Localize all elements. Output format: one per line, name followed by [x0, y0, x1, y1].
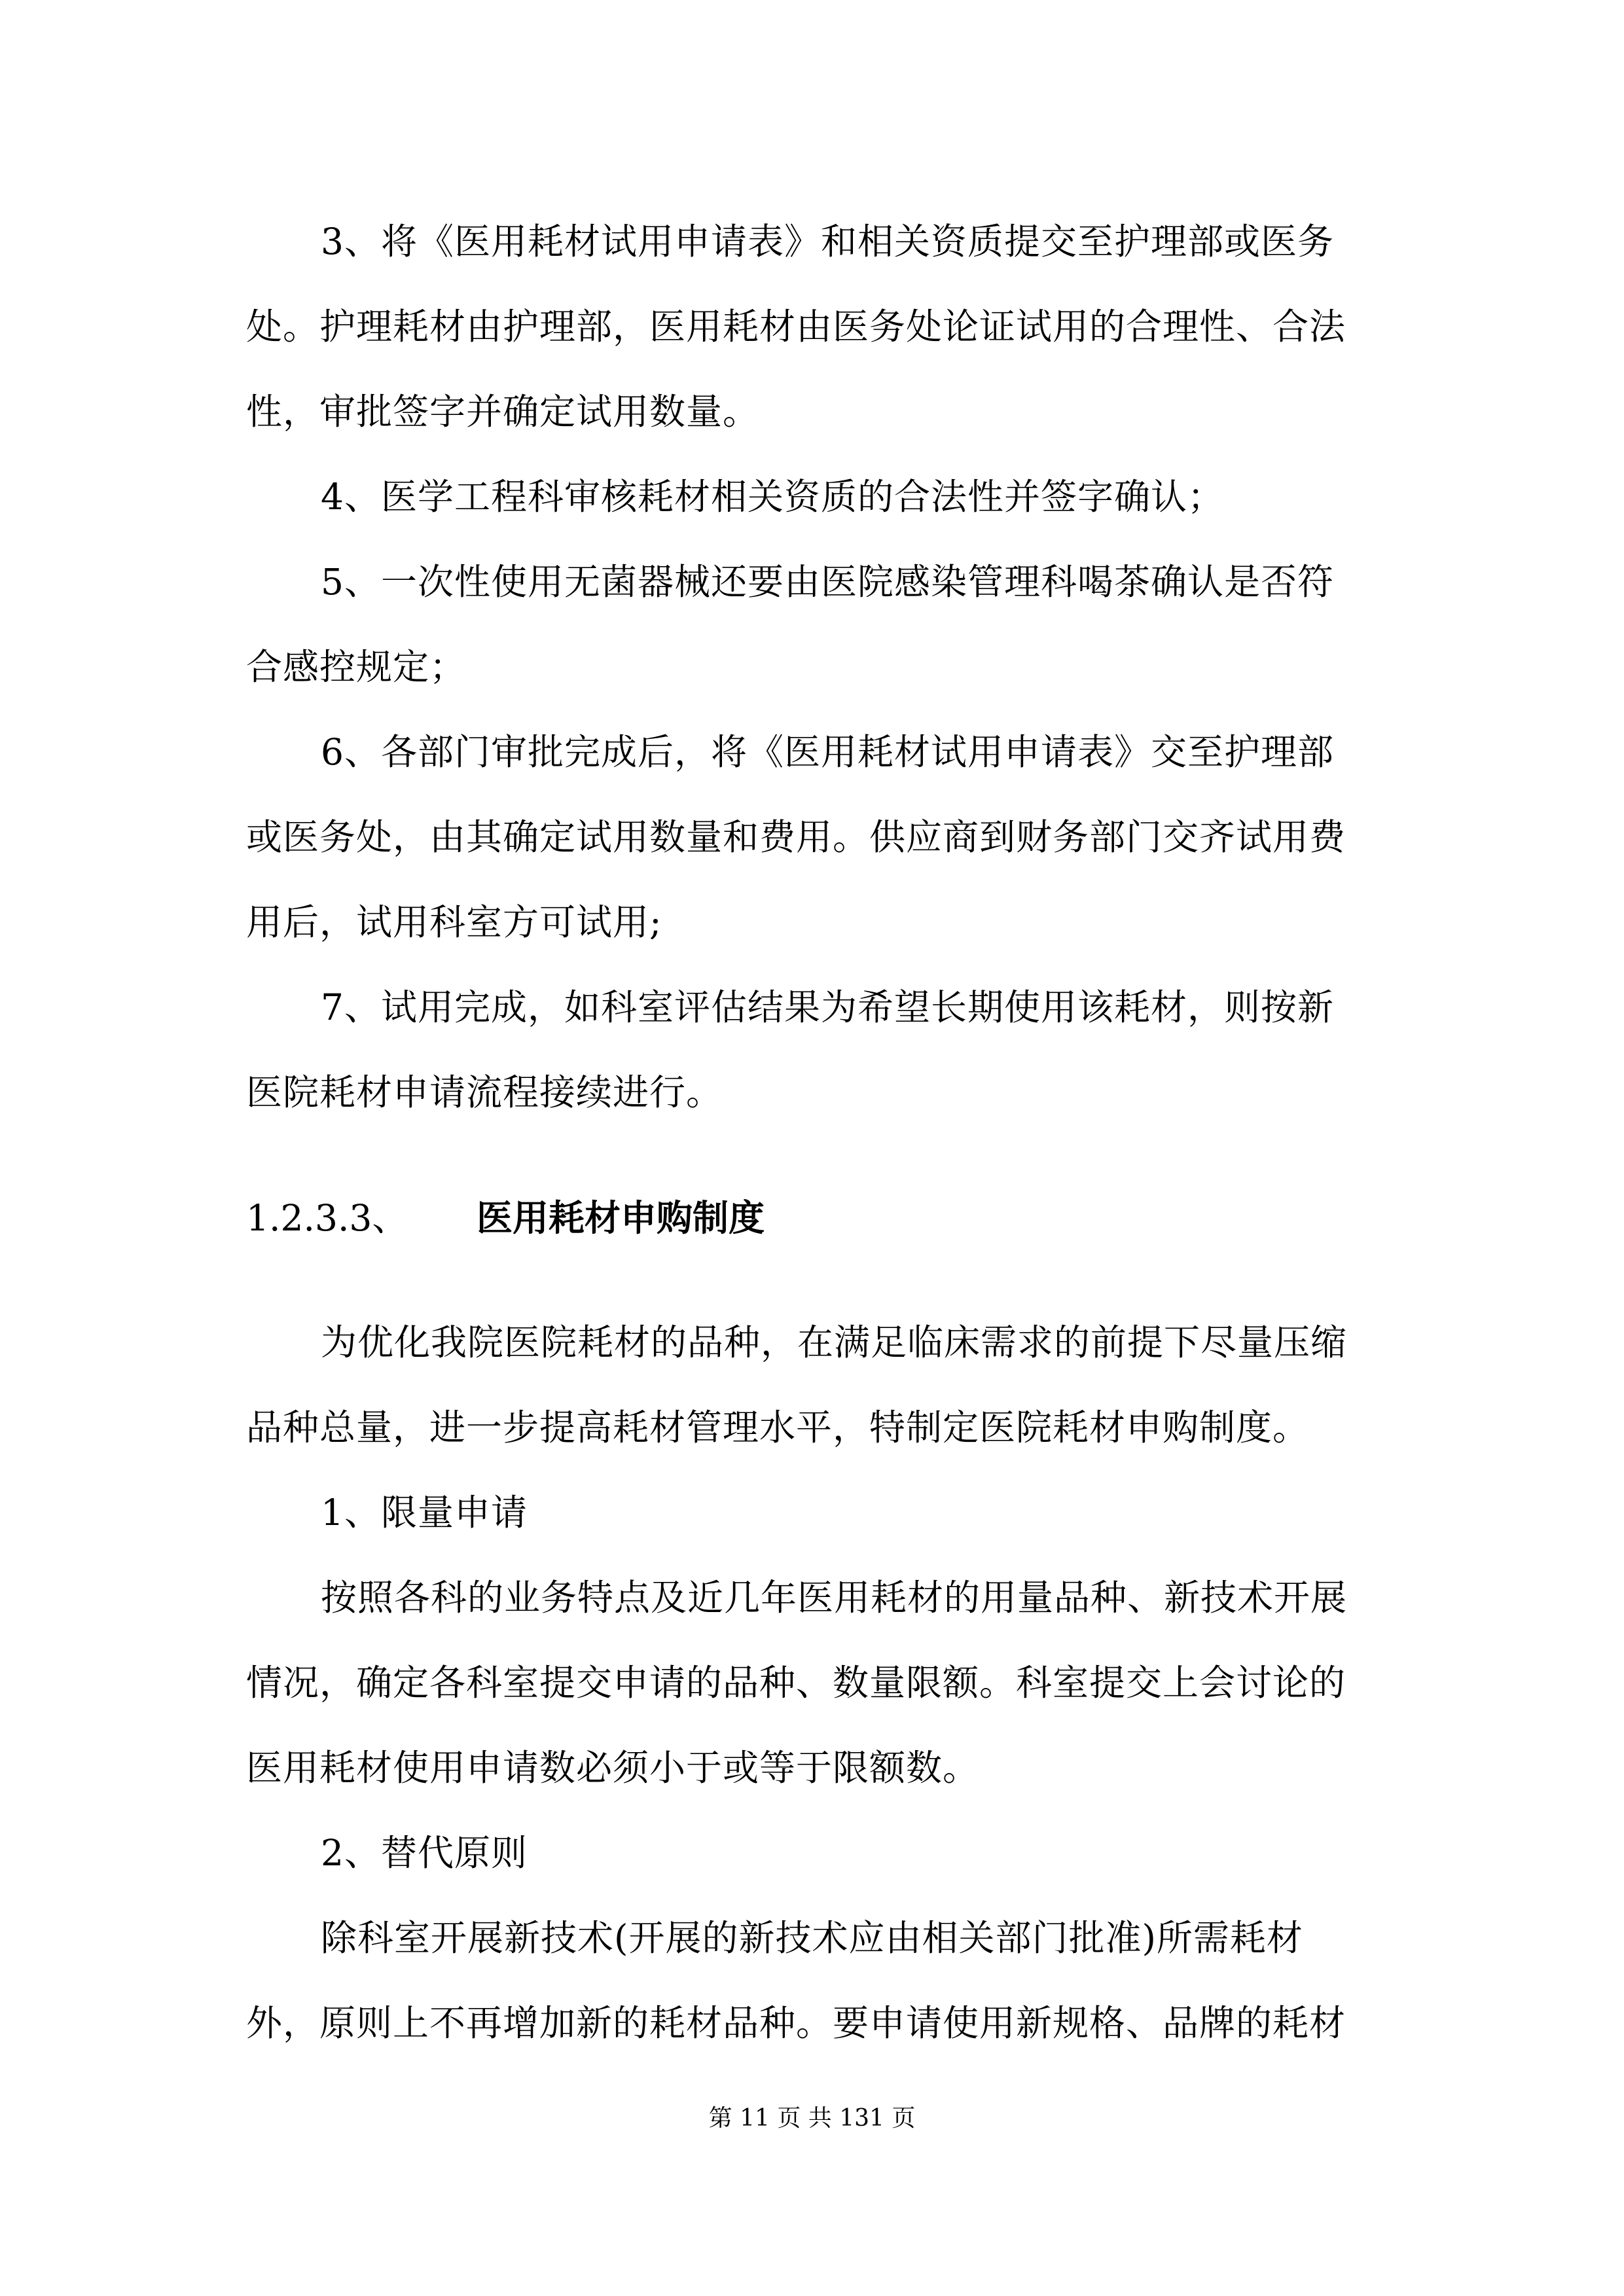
paragraph-line: 合感控规定； [246, 646, 467, 688]
paragraph-line: 医院耗材申请流程接续进行。 [246, 1071, 723, 1113]
section-title: 医用耗材申购制度 [477, 1197, 765, 1239]
paragraph-line: 或医务处，由其确定试用数量和费用。供应商到财务部门交齐试用费 [246, 816, 1346, 858]
paragraph-line: 3、将《医用耗材试用申请表》和相关资质提交至护理部或医务 [321, 221, 1334, 262]
subheading: 2、替代原则 [321, 1832, 528, 1874]
paragraph-line: 6、各部门审批完成后，将《医用耗材试用申请表》交至护理部 [321, 731, 1334, 773]
section-number: 1.2.3.3、 [246, 1197, 408, 1239]
paragraph-line: 为优化我院医院耗材的品种，在满足临床需求的前提下尽量压缩 [321, 1321, 1348, 1363]
paragraph-line: 情况，确定各科室提交申请的品种、数量限额。科室提交上会讨论的 [246, 1662, 1346, 1704]
paragraph-line: 外，原则上不再增加新的耗材品种。要申请使用新规格、品牌的耗材 [246, 2002, 1346, 2044]
paragraph-line: 按照各科的业务特点及近几年医用耗材的用量品种、新技术开展 [321, 1577, 1348, 1619]
subheading: 1、限量申请 [321, 1492, 528, 1534]
paragraph-line: 用后，试用科室方可试用; [246, 901, 662, 943]
page-footer: 第 11 页 共 131 页 [708, 2105, 916, 2132]
paragraph-line: 5、一次性使用无菌器械还要由医院感染管理科喝茶确认是否符 [321, 561, 1334, 603]
paragraph-line: 7、试用完成，如科室评估结果为希望长期使用该耗材，则按新 [321, 986, 1334, 1028]
paragraph-line: 处。护理耗材由护理部，医用耗材由医务处论证试用的合理性、合法 [246, 306, 1346, 348]
paragraph-line: 性，审批签字并确定试用数量。 [246, 391, 760, 433]
paragraph-line: 除科室开展新技术(开展的新技术应由相关部门批准)所需耗材 [321, 1917, 1303, 1959]
paragraph-line: 品种总量，进一步提高耗材管理水平，特制定医院耗材申购制度。 [246, 1407, 1310, 1448]
paragraph-line: 4、医学工程科审核耗材相关资质的合法性并签字确认； [321, 476, 1224, 518]
paragraph-line: 医用耗材使用申请数必须小于或等于限额数。 [246, 1747, 980, 1789]
